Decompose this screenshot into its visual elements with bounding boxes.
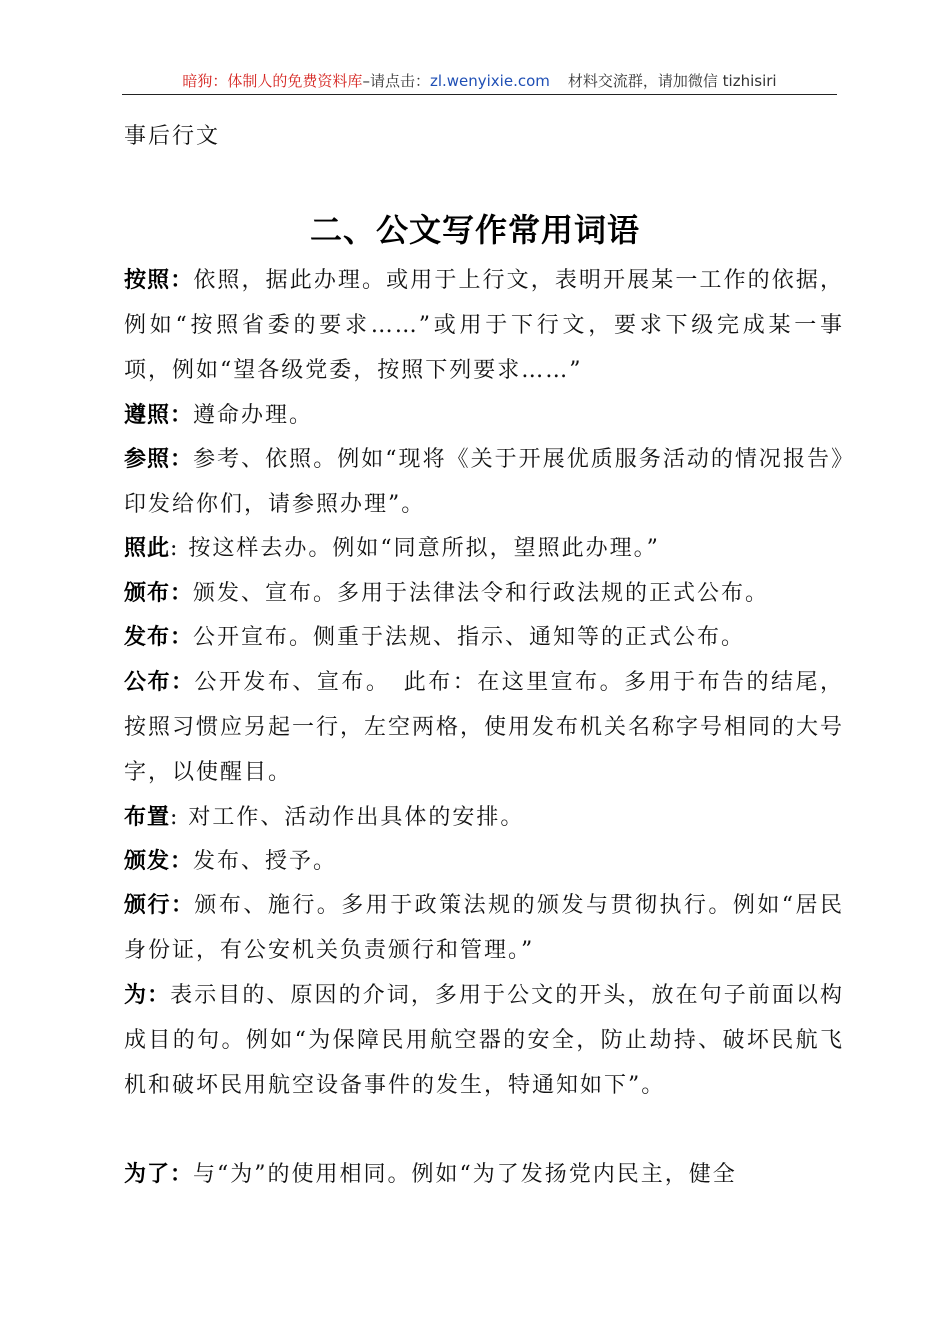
entry-buzhi	[124, 795, 844, 840]
header-link[interactable]: zl.wenyixie.com	[429, 72, 550, 90]
entry-term: 遵照：	[124, 402, 194, 428]
entry-term: 颁发：	[124, 848, 194, 874]
entry-text: 公开发布、宣布。 此布：在这里宣布。多用于布告的结尾，按照习惯应另起一行，左空两格，使用发布机关名称字号相同的大号字，以使醒目。	[124, 670, 845, 785]
entry-anzhao	[124, 258, 844, 393]
entry-zhaoci	[124, 526, 844, 571]
entry-banbu	[124, 571, 844, 616]
entry-term: 按照：	[124, 267, 194, 293]
entry-text: 依照，据此办理。或用于上行文，表明开展某一工作的依据，例如“按照省委的要求……”或用于下行文，要求下级完成某一事项，例如“望各级党委，按照下列要求……”	[124, 268, 844, 383]
previous-text: 事后行文	[124, 124, 221, 149]
entry-term: 发布：	[124, 624, 194, 650]
section-title: 二、公文写作常用词语	[309, 211, 640, 249]
entry-text: 表示目的、原因的介词，多用于公文的开头，放在句子前面以构成目的句。例如“为保障民用航空器的安全，防止劫持、破坏民航飞机和破坏民用航空设备事件的发生，特通知如下”。	[124, 983, 844, 1098]
header-link-prefix: –请点击：	[362, 72, 430, 90]
entry-text: 遵命办理。	[193, 403, 314, 428]
entry-term: 为了：	[124, 1161, 194, 1187]
entry-canzhao	[124, 437, 844, 527]
entry-wei	[124, 973, 844, 1108]
entry-text: 发布、授予。	[193, 849, 338, 874]
entry-zunzhao	[124, 393, 844, 438]
entry-term: 照此	[124, 535, 171, 561]
entry-term: 颁布：	[124, 580, 194, 606]
entry-text: 与“为”的使用相同。例如“为了发扬党内民主，健全	[193, 1162, 737, 1187]
entry-banfa	[124, 839, 844, 884]
entry-text: 颁布、施行。多用于政策法规的颁发与贯彻执行。例如“居民身份证，有公安机关负责颁行和管理。”	[124, 893, 844, 963]
entry-term: 颁行：	[124, 892, 195, 918]
entry-gongbu	[124, 660, 844, 795]
entry-term: 公布：	[124, 669, 195, 695]
entry-text: 参考、依照。例如“现将《关于开展优质服务活动的情况报告》印发给你们，请参照办理”。	[124, 447, 844, 517]
entry-fabu	[124, 615, 844, 660]
entry-term: 布置	[124, 804, 171, 830]
entry-text: 公开宣布。侧重于法规、指示、通知等的正式公布。	[193, 625, 746, 650]
entry-banxing	[124, 883, 844, 973]
entry-term: 参照：	[124, 446, 194, 472]
entry-text: : 对工作、活动作出具体的安排。	[170, 805, 525, 830]
header-site-name: 暗狗：体制人的免费资料库	[182, 72, 363, 90]
entry-term: 为：	[124, 982, 171, 1008]
page-header	[122, 68, 837, 95]
header-contact: 材料交流群，请加微信 tizhisiri	[567, 72, 777, 90]
entry-text: 颁发、宣布。多用于法律法令和行政法规的正式公布。	[193, 581, 770, 606]
entry-weile	[124, 1152, 844, 1197]
entry-text: : 按这样去办。例如“同意所拟，望照此办理。”	[170, 536, 660, 561]
